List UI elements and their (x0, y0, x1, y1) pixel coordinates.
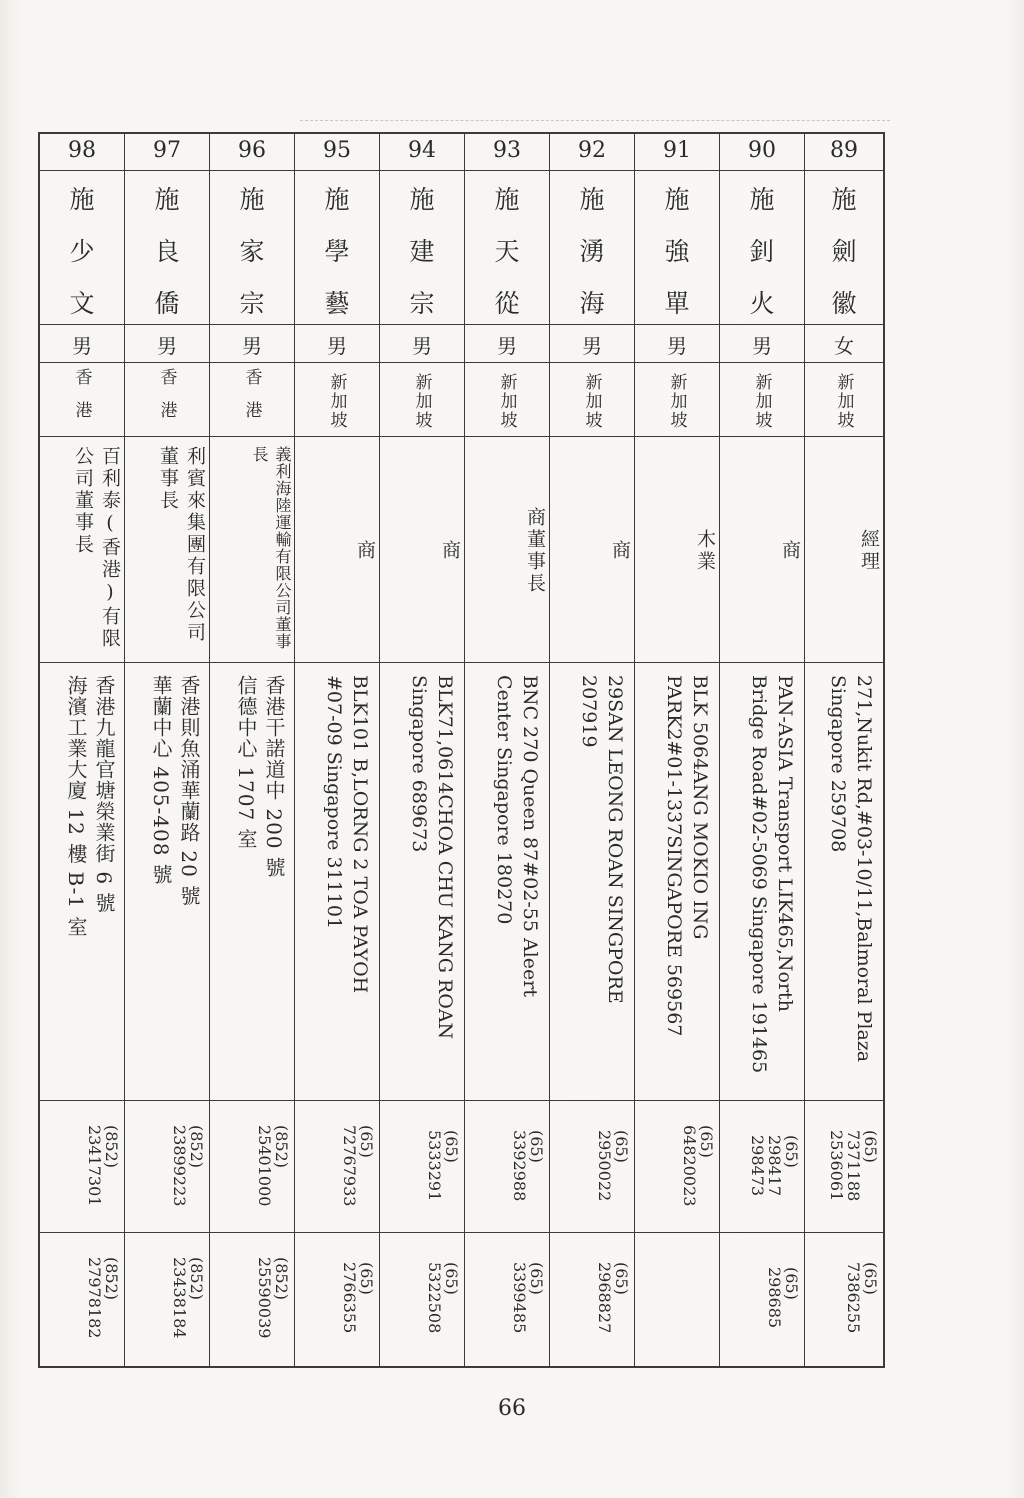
name-char: 天 (494, 237, 520, 266)
record-tel: (852) 25401000 (255, 1125, 291, 1207)
record-native: 新加坡 (496, 372, 517, 430)
record-fax: (852) 27978182 (85, 1257, 121, 1339)
record-name (720, 174, 804, 324)
record-number: 92 (578, 138, 606, 163)
record-address: BLK101 B,LORNG 2 TOA PAYOH #07-09 Singapore 311101 (323, 675, 371, 994)
record-address: 29SAN LEONG ROAN SINGPORE 207919 (578, 675, 626, 1004)
record-occupation: 義利海陸運輸有限公司董事長 (250, 446, 292, 650)
record-column-89 (805, 134, 883, 1366)
record-tel: (65) 3392988 (510, 1130, 546, 1202)
name-char: 施 (409, 185, 435, 214)
record-gender: 男 (327, 334, 347, 358)
record-gender: 男 (412, 334, 432, 358)
record-occupation: 木業 (694, 529, 716, 573)
record-fax (635, 1238, 719, 1358)
record-address: PAN-ASIA Transport LIK465,North Bridge Road#02-5069 Singapore 191465 (748, 675, 796, 1074)
record-name (210, 174, 294, 324)
record-number: 98 (68, 138, 96, 163)
record-gender: 男 (497, 334, 517, 358)
record-native: 新加坡 (666, 372, 687, 430)
record-number: 94 (408, 138, 436, 163)
record-gender: 男 (582, 334, 602, 358)
record-native: 香港 (71, 368, 92, 434)
record-number: 90 (748, 138, 776, 163)
record-column-93 (465, 134, 549, 1366)
record-name (40, 174, 124, 324)
record-name (380, 174, 464, 324)
record-fax: (65) 2766355 (340, 1262, 376, 1334)
name-char: 僑 (154, 289, 180, 318)
name-char: 文 (69, 289, 95, 318)
record-occupation: 經理 (858, 529, 880, 573)
record-tel: (65) 2950022 (595, 1130, 631, 1202)
record-number: 97 (153, 138, 181, 163)
record-fax: (65) 298685 (765, 1267, 801, 1329)
record-gender: 男 (752, 334, 772, 358)
record-number: 91 (663, 138, 691, 163)
record-fax: (65) 7386255 (844, 1262, 880, 1334)
record-tel: (65) 7371188 2536061 (827, 1130, 880, 1202)
record-tel: (65) 298417 298473 (748, 1135, 801, 1197)
record-occupation: 商 (354, 540, 376, 562)
record-occupation: 商 (609, 540, 631, 562)
name-char: 海 (579, 289, 605, 318)
dashed-rule (300, 120, 890, 121)
name-char: 從 (494, 289, 520, 318)
record-native: 新加坡 (326, 372, 347, 430)
record-native: 香港 (241, 368, 262, 434)
record-native: 香港 (156, 368, 177, 434)
page-number: 66 (498, 1396, 526, 1421)
record-native: 新加坡 (751, 372, 772, 430)
name-char: 湧 (579, 237, 605, 266)
record-native: 新加坡 (833, 372, 854, 430)
record-tel: (65) 5333291 (425, 1130, 461, 1202)
record-native: 新加坡 (581, 372, 602, 430)
name-char: 施 (579, 185, 605, 214)
name-char: 施 (69, 185, 95, 214)
record-column-90 (720, 134, 804, 1366)
name-char: 施 (239, 185, 265, 214)
record-column-97 (125, 134, 209, 1366)
record-gender: 女 (834, 334, 854, 358)
name-char: 單 (664, 289, 690, 318)
record-address: 271,Nukit Rd,#03-10/11,Balmoral Plaza Singapore 259708 (827, 675, 875, 1063)
record-fax: (65) 2968827 (595, 1262, 631, 1334)
name-char: 施 (324, 185, 350, 214)
record-address: 香港則魚涌華蘭路 20 號 華蘭中心 405-408 號 (149, 675, 201, 907)
name-char: 少 (69, 237, 95, 266)
record-column-94 (380, 134, 464, 1366)
name-char: 劍 (831, 237, 857, 266)
name-char: 藝 (324, 289, 350, 318)
record-occupation: 百利泰(香港)有限公司董事長 (72, 446, 121, 650)
name-char: 釗 (749, 237, 775, 266)
record-column-95 (295, 134, 379, 1366)
record-name (550, 174, 634, 324)
name-char: 良 (154, 237, 180, 266)
record-number: 93 (493, 138, 521, 163)
record-name (635, 174, 719, 324)
name-char: 宗 (239, 289, 265, 318)
record-address: BLK 5064ANG MOKIO ING PARK2#01-1337SINGAPORE 569567 (663, 675, 711, 1037)
record-name (805, 174, 883, 324)
record-column-96 (210, 134, 294, 1366)
name-char: 火 (749, 289, 775, 318)
record-column-98 (40, 134, 124, 1366)
record-gender: 男 (242, 334, 262, 358)
name-char: 施 (154, 185, 180, 214)
record-fax: (852) 25590039 (255, 1257, 291, 1339)
record-gender: 男 (667, 334, 687, 358)
record-occupation: 商董事長 (524, 507, 546, 595)
record-address: BLK71,0614CHOA CHU KANG ROAN Singapore 689673 (408, 675, 456, 1040)
record-tel: (852) 23417301 (85, 1125, 121, 1207)
record-address: 香港干諾道中 200 號 信德中心 1707 室 (234, 675, 286, 878)
record-occupation: 商 (439, 540, 461, 562)
record-gender: 男 (157, 334, 177, 358)
record-number: 89 (830, 138, 858, 163)
record-gender: 男 (72, 334, 92, 358)
name-char: 家 (239, 237, 265, 266)
member-table (38, 132, 885, 1368)
name-char: 施 (749, 185, 775, 214)
record-address: BNC 270 Queen 87#02-55 Aleert Center Singapore 180270 (493, 675, 541, 997)
record-name (295, 174, 379, 324)
record-fax: (65) 5322508 (425, 1262, 461, 1334)
record-column-92 (550, 134, 634, 1366)
name-char: 施 (664, 185, 690, 214)
record-name (125, 174, 209, 324)
record-number: 96 (238, 138, 266, 163)
record-number: 95 (323, 138, 351, 163)
name-char: 建 (409, 237, 435, 266)
record-column-91 (635, 134, 719, 1366)
record-fax: (65) 3399485 (510, 1262, 546, 1334)
record-occupation: 利賓來集團有限公司董事長 (157, 446, 206, 644)
record-fax: (852) 23438184 (170, 1257, 206, 1339)
name-char: 徽 (831, 289, 857, 318)
record-occupation: 商 (779, 540, 801, 562)
name-char: 強 (664, 237, 690, 266)
record-tel: (852) 23899223 (170, 1125, 206, 1207)
record-name (465, 174, 549, 324)
record-native: 新加坡 (411, 372, 432, 430)
record-tel: (65) 64820023 (680, 1125, 716, 1207)
record-tel: (65) 72767933 (340, 1125, 376, 1207)
record-address: 香港九龍官塘榮業街 6 號 海濱工業大廈 12 樓 B-1 室 (64, 675, 116, 938)
name-char: 施 (831, 185, 857, 214)
name-char: 施 (494, 185, 520, 214)
name-char: 學 (324, 237, 350, 266)
name-char: 宗 (409, 289, 435, 318)
